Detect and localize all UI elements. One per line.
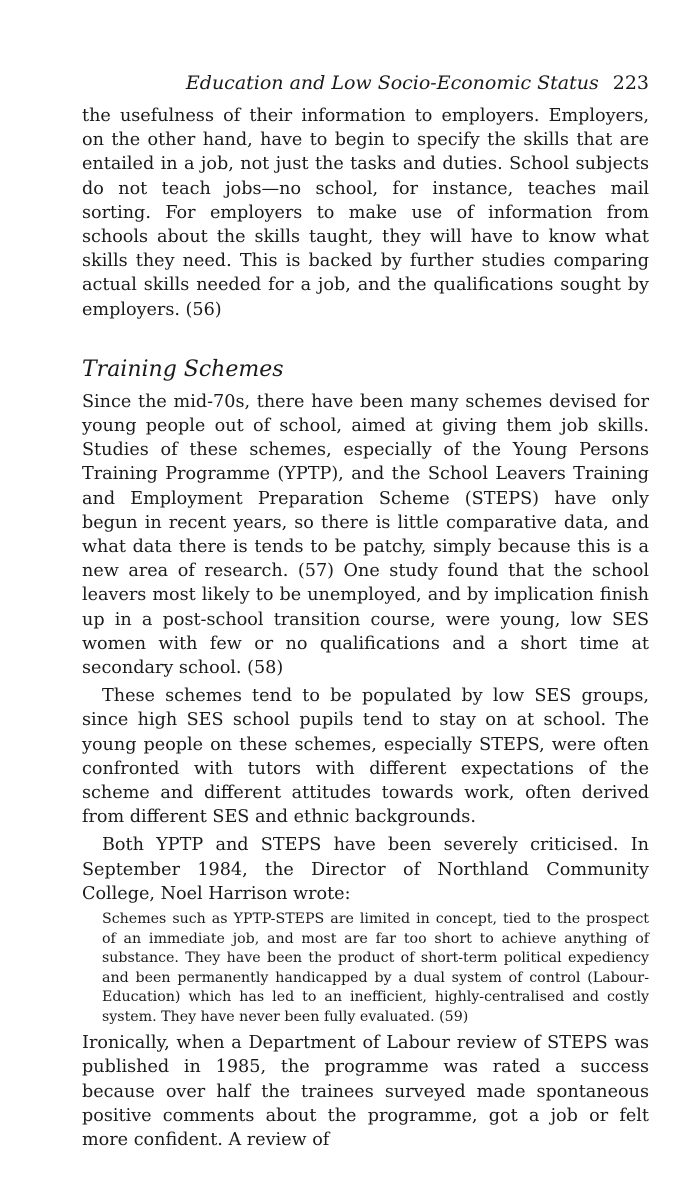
running-head <box>82 70 649 96</box>
paragraph-2: These schemes tend to be populated by low SES groups, since high SES school pupils tend to stay on at school. The young people on these schemes, especially STEPS, were often confronted with tutors with different expectations of the scheme and different attitudes towards work, often derived from different SES and ethnic backgrounds. <box>82 686 649 828</box>
paragraph-1: Since the mid-70s, there have been many schemes devised for young people out of school, aimed at giving them job skills. Studies of these schemes, especially of the Young Persons Training Programme (YPTP), and the School Leavers Training and Employment Preparation Scheme (STEPS) have only begun in recent years, so there is little comparative data, and what data there is tends to be patchy, simply because this is a new area of research. (57) One study found that the school leavers most likely to be unemployed, and by implication finish up in a post-school transition course, were young, low SES women with few or no qualifications and a short time at secondary school. (58) <box>82 391 649 679</box>
paragraph-4: Ironically, when a Department of Labour review of STEPS was published in 1985, the programme was rated a success because over half the trainees surveyed made spontaneous positive comments about the programme, got a job or felt more confident. A review of <box>82 1033 649 1150</box>
book-page <box>82 70 649 1152</box>
block-quote: Schemes such as YPTP-STEPS are limited in concept, tied to the prospect of an immediate job, and most are far too short to achieve anything of substance. They have been the product of short-term political expediency and been permanently handicapped by a dual system of control (Labour-Education) which has led to an inefficient, highly-centralised and costly system. They have never been fully evaluated. (59) <box>102 911 649 1025</box>
page-number: 223 <box>612 72 649 94</box>
paragraph-3: Both YPTP and STEPS have been severely criticised. In September 1984, the Director of Northland Community College, Noel Harrison wrote: <box>82 835 649 904</box>
section-heading: Training Schemes <box>82 356 284 382</box>
paragraph-continued: the usefulness of their information to employers. Employers, on the other hand, have to begin to specify the skills that are entailed in a job, not just the tasks and duties. School subjects do not teach jobs—no school, for instance, teaches mail sorting. For employers to make use of information from schools about the skills taught, they will have to know what skills they need. This is backed by further studies comparing actual skills needed for a job, and the qualifications sought by employers. (56) <box>82 106 649 320</box>
running-title: Education and Low Socio-Economic Status <box>185 72 599 94</box>
